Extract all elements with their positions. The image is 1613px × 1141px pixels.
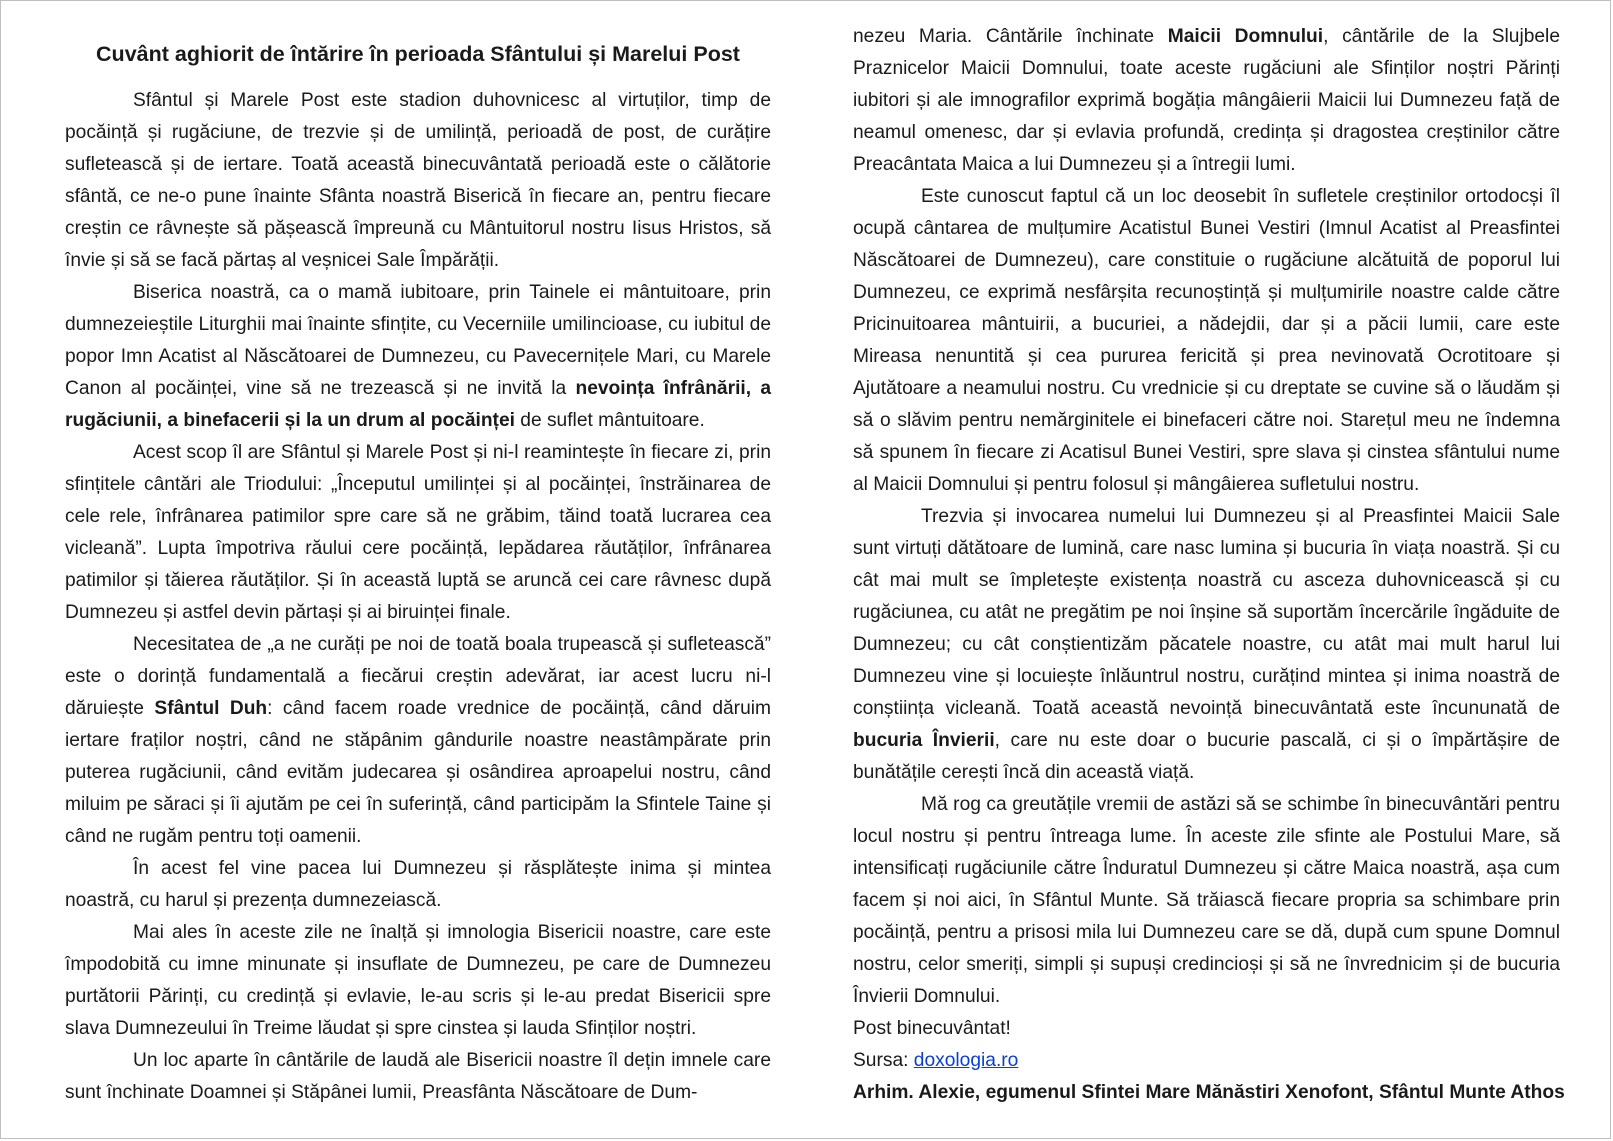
paragraph-8 (853, 21, 1560, 181)
paragraph-4 (65, 629, 771, 853)
paragraph-3: Acest scop îl are Sfântul și Marele Post și ni-l reamintește în fiecare zi, prin sfințitele cântări ale Triodului: „Începutul umilinței și al pocăinței, înstrăinarea de cele rele, înfrânarea patimilor spre care să ne grăbim, tăind toată lucrarea cea vicleană”. Lupta împotriva răului cere pocăință, lepădarea răutăților, înfrânarea patimilor și tăierea răutăților. Și în această luptă se aruncă cei care râvnesc după Dumnezeu și astfel devin părtași și ai biruinței finale. (65, 442, 771, 623)
right-column (853, 21, 1565, 1109)
paragraph-10-text-c: , care nu este doar o bucurie pascală, ci și o împărtășire de bunătățile cerești încă din această viață. (853, 730, 1560, 783)
source-label: Sursa: (853, 1050, 914, 1071)
source-line (853, 1045, 1560, 1077)
paragraph-2 (65, 277, 771, 437)
paragraph-2-bold: nevoința înfrânării, a rugăciunii, a binefacerii și la un drum al pocăinței (65, 378, 771, 431)
paragraph-2-text-a: Biserica noastră, ca o mamă iubitoare, prin Tainele ei mântuitoare, prin dumnezeieștile Liturghii mai înainte sfințite, cu Vecerniile umilincioase, cu iubitul de popor Imn Acatist al Născătoarei de Dumnezeu, cu Pavecernițele Mari, cu Marele Canon al pocăinței, vine să ne trezească și ne invită la (65, 282, 771, 399)
paragraph-11: Mă rog ca greutățile vremii de astăzi să se schimbe în binecuvântări pentru locul nostru și pentru întreaga lume. În aceste zile sfinte ale Postului Mare, să intensificați rugăciunile către Înduratul Dumnezeu și către Maica noastră, așa cum facem și noi aici, în Sfântul Munte. Să trăiască fiecare propria sa schimbare prin pocăință, pentru a prisosi mila lui Dumnezeu care se dă, după cum spune Domnul nostru, celor smeriți, simpli și supuși credincioși și să ne învrednicim și de bucuria Învierii Domnului. (853, 794, 1560, 1007)
paragraph-8-text-a: nezeu Maria. Cântările închinate (853, 26, 1168, 47)
paragraph-8-text-c: , cântările de la Slujbele Praznicelor Maicii Domnului, toate aceste rugăciuni ale Sfinților noștri Părinți iubitori și ale imnografilor exprimă bogăția mângâierii Maicii lui Dumnezeu față de neamul omenesc, dar și evlavia profundă, credința și dragostea creștinilor către Preacântata Maica a lui Dumnezeu și a întregii lumi. (853, 26, 1560, 175)
paragraph-4-text-a: Necesitatea de „a ne curăți pe noi de toată boala trupească și sufletească” este o dorință fundamentală a fiecărui creștin adevărat, iar acest lucru ni-l dăruiește (65, 634, 771, 719)
paragraph-4-text-c: : când facem roade vrednice de pocăință, când dăruim iertare fraților noștri, când ne stăpânim gândurile noastre neastâmpărate prin puterea rugăciunii, când evităm judecarea și osândirea aproapelui nostru, când miluim pe săraci și îi ajutăm pe cei în suferință, când participăm la Sfintele Taine și când ne rugăm pentru toți oamenii. (65, 698, 771, 847)
paragraph-4-bold: Sfântul Duh (154, 698, 268, 719)
paragraph-2-text-c: de suflet mântuitoare. (514, 410, 705, 431)
paragraph-5: În acest fel vine pacea lui Dumnezeu și răsplătește inima și mintea noastră, cu harul și prezența dumnezeiască. (65, 858, 771, 911)
paragraph-8-bold: Maicii Domnului (1167, 26, 1324, 47)
paragraph-1: Sfântul și Marele Post este stadion duhovnicesc al virtuților, timp de pocăință și rugăciune, de trezvie și de umilință, perioadă de post, de curățire sufletească și de iertare. Toată această binecuvântată perioadă este o călătorie sfântă, ce ne-o pune înainte Sfânta noastră Biserică în fiecare an, pentru fiecare creștin ce râvnește să pășească împreună cu Mântuitorul nostru Iisus Hristos, să învie și să se facă părtaș al veșnicei Sale Împărății. (65, 90, 771, 271)
article-title: Cuvânt aghiorit de întărire în perioada Sfântului și Marelui Post (96, 42, 740, 66)
paragraph-6: Mai ales în aceste zile ne înalță și imnologia Bisericii noastre, care este împodobită cu imne minunate și insuflate de Dumnezeu, pe care de Dumnezeu purtătorii Părinți, cu credință și evlavie, le-au scris și le-au predat Bisericii spre slava Dumnezeului în Treime lăudat și spre cinstea și lauda Sfinților noștri. (65, 922, 771, 1039)
author-signature: Arhim. Alexie, egumenul Sfintei Mare Mănăstiri Xenofont, Sfântul Munte Athos (853, 1082, 1565, 1103)
source-link[interactable]: doxologia.ro (913, 1050, 1019, 1071)
paragraph-10 (853, 501, 1560, 789)
paragraph-10-text-a: Trezvia și invocarea numelui lui Dumnezeu și al Preasfintei Maicii Sale sunt virtuți dătătoare de lumină, care nasc lumina și bucuria în viața noastră. Și cu cât mai mult se împletește existența noastră cu asceza duhovnicească și cu rugăciunea, cu atât ne pregătim pe noi înșine să suportăm încercările îngăduite de Dumnezeu; cu cât conștientizăm păcatele noastre, cu atât mai mult harul lui Dumnezeu vine și locuiește înlăuntrul nostru, curățind mintea și inima noastră de conștiința vicleană. Toată această nevoință binecuvântată este încununată de (853, 506, 1560, 719)
closing-line: Post binecuvântat! (853, 1018, 1011, 1039)
paragraph-7: Un loc aparte în cântările de laudă ale Bisericii noastre îl dețin imnele care sunt închinate Doamnei și Stăpânei lumii, Preasfânta Născătoare de Dum- (65, 1050, 771, 1103)
left-column (65, 21, 771, 1109)
paragraph-9: Este cunoscut faptul că un loc deosebit în sufletele creștinilor ortodocși îl ocupă cântarea de mulțumire Acatistul Bunei Vestiri (Imnul Acatist al Preasfintei Născătoarei de Dumnezeu), care constituie o rugăciune alcătuită de poporul lui Dumnezeu, ce exprimă nesfârșita recunoștință și mulțumirile noastre calde către Pricinuitoarea mântuirii, a bucuriei, a nădejdii, dar și a păcii lumii, care este Mireasa nenuntită și cea pururea fericită și prea nevinovată Ocrotitoare și Ajutătoare a neamului nostru. Cu vrednicie și cu dreptate se cuvine să o lăudăm și să o slăvim pentru nemărginitele ei binefaceri către noi. Starețul meu ne îndemna să spunem în fiecare zi Acatisul Bunei Vestiri, spre slava și cinstea sfântului nume al Maicii Domnului și pentru folosul și mângâierea sufletului nostru. (853, 186, 1560, 495)
paragraph-10-bold: bucuria Învierii (853, 730, 995, 751)
